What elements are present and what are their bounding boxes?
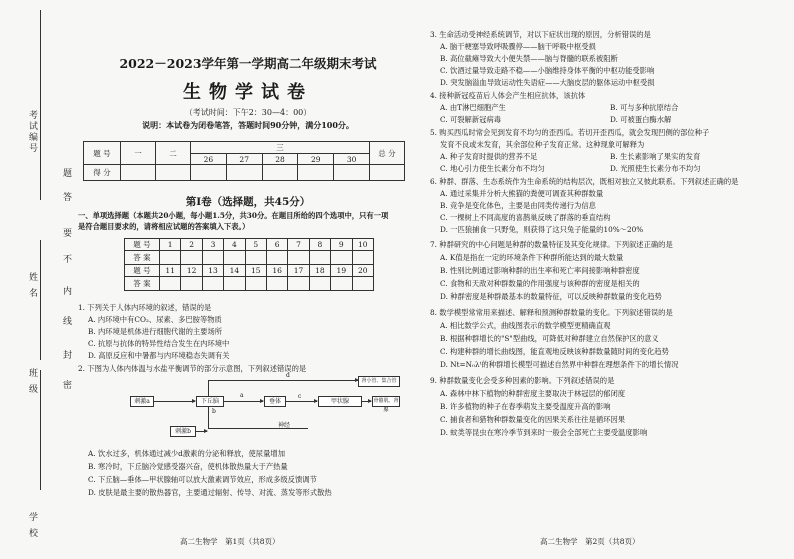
stimulus-a-box: 刺激a <box>130 396 154 407</box>
score-sub-26: 26 <box>191 154 227 165</box>
q1-option-d[interactable]: D. 高原反应和中暑都与内环境稳态失调有关 <box>88 351 230 360</box>
q6-stem: 6. 种群、群落、生态系统作为生命系统的结构层次，既相对独立又彼此联系。下列叙述正确的是 <box>430 177 739 186</box>
pituitary-box: 垂体 <box>264 396 286 407</box>
answer-cell[interactable] <box>224 251 245 265</box>
part1-instruction-cont: 是符合题目要求的，请将相应试题的答案填入下表。） <box>78 222 250 231</box>
seal-char: 不 <box>61 254 71 265</box>
q2-stem: 2. 下图为人体内体温与水盐平衡调节的部分示意图，下列叙述错误的是 <box>78 364 307 373</box>
q5-option-c[interactable]: C. 地心引力使生长素分布不均匀 <box>440 164 545 173</box>
class-label: 班 级 <box>27 368 37 395</box>
answer-qno: 15 <box>245 265 266 277</box>
q4-option-c[interactable]: C. 可裂解新冠病毒 <box>440 115 502 124</box>
answer-qno: 3 <box>202 239 223 251</box>
label-d: d <box>286 372 290 379</box>
answer-qno: 19 <box>331 265 352 277</box>
q7-stem: 7. 种群研究的中心问题是种群的数量特征及其变化规律。下列叙述正确的是 <box>430 240 673 249</box>
exam-title: 2022－2023学年第一学期高二年级期末考试 <box>119 56 377 71</box>
binding-line-class <box>40 370 41 490</box>
q4-option-b[interactable]: B. 可与多种抗原结合 <box>610 103 679 112</box>
q5-stem-cont: 发育不良或未发育，其余部位种子发育正常。这种现象可解释为 <box>440 140 645 149</box>
answer-qno: 5 <box>245 239 266 251</box>
score-cell[interactable] <box>298 165 334 181</box>
answer-qno: 7 <box>288 239 309 251</box>
seal-char: 要 <box>61 228 71 239</box>
answer-cell[interactable] <box>245 277 266 291</box>
answer-qno: 8 <box>309 239 330 251</box>
q6-option-a[interactable]: A. 通过采集并分析大熊猫的粪便可调查其种群数量 <box>440 189 604 198</box>
part1-title: 第Ⅰ卷（选择题，共45分） <box>185 196 311 208</box>
score-row-label: 得 分 <box>84 165 121 181</box>
seal-char: 封 <box>61 350 71 361</box>
score-cell[interactable] <box>191 165 227 181</box>
subject-title: 生物学试卷 <box>183 82 313 103</box>
score-header-part1: 一 <box>121 142 156 165</box>
page-1 <box>78 0 418 559</box>
q4-option-d[interactable]: D. 可被蛋白酶水解 <box>610 115 672 124</box>
answer-cell[interactable] <box>160 277 181 291</box>
answer-cell[interactable] <box>202 251 223 265</box>
q2-option-a[interactable]: A. 饮水过多，机体通过减少d激素的分泌和释放，使尿量增加 <box>88 449 285 458</box>
answer-cell[interactable] <box>181 251 202 265</box>
footer-page-2: 高二生物学 第2页（共8页） <box>540 537 640 546</box>
q4-stem: 4. 接种新冠疫苗后人体会产生相应抗体，该抗体 <box>430 91 586 100</box>
answer-cell[interactable] <box>288 251 309 265</box>
q9-option-c[interactable]: C. 捕食者和猎物种群数量变化的因果关系往往是循环因果 <box>440 415 626 424</box>
score-cell[interactable] <box>262 165 298 181</box>
score-header-total: 总 分 <box>370 142 405 165</box>
target2-box: 骨骼肌、肾腺 <box>373 398 399 413</box>
score-header-part3: 三 <box>191 142 370 154</box>
seal-char: 题 <box>61 168 71 179</box>
arrow <box>361 401 371 402</box>
arrow <box>153 401 195 402</box>
connector <box>208 380 209 396</box>
q9-stem: 9. 种群数量变化会受多种因素的影响。下列叙述错误的是 <box>430 376 615 385</box>
answer-qno: 4 <box>224 239 245 251</box>
stimulus-b-box: 刺激b <box>170 426 196 437</box>
answer-label-a: 答 案 <box>125 251 160 265</box>
answer-cell[interactable] <box>309 277 330 291</box>
q2-option-c[interactable]: C. 下丘脑—垂体—甲状腺轴可以放大激素调节效应，形成多级反馈调节 <box>88 475 317 484</box>
q1-option-a[interactable]: A. 内环境中有CO₂、尿素、多巴胺等物质 <box>88 315 222 324</box>
connector <box>208 428 308 429</box>
answer-qno: 13 <box>202 265 223 277</box>
answer-qno: 1 <box>160 239 181 251</box>
answer-qno: 18 <box>309 265 330 277</box>
score-header-qno: 题 号 <box>84 142 121 165</box>
arrow <box>195 431 207 432</box>
answer-label-q: 题 号 <box>125 239 160 251</box>
score-sub-30: 30 <box>334 154 370 165</box>
label-b: b <box>212 408 216 415</box>
q2-option-d[interactable]: D. 皮肤是最主要的散热器官，主要通过辐射、传导、对流、蒸发等形式散热 <box>88 488 332 497</box>
answer-qno: 6 <box>266 239 287 251</box>
q8-option-a[interactable]: A. 相比数学公式，曲线图表示的数学模型更精确直观 <box>440 321 611 330</box>
answer-cell[interactable] <box>160 251 181 265</box>
q8-option-c[interactable]: C. 构建种群的增长曲线图，能直观地反映该种群数量随时间的变化趋势 <box>440 347 669 356</box>
answer-qno: 10 <box>352 239 373 251</box>
score-table <box>83 141 405 181</box>
q7-option-b[interactable]: B. 性别比例通过影响种群的出生率和死亡率间接影响种群密度 <box>440 266 640 275</box>
answer-cell[interactable] <box>181 277 202 291</box>
answer-cell[interactable] <box>266 277 287 291</box>
q9-option-b[interactable]: B. 许多植物的种子在春季萌发主要受温度升高的影响 <box>440 402 611 411</box>
answer-cell[interactable] <box>288 277 309 291</box>
seal-char: 密 <box>61 380 71 391</box>
q6-option-b[interactable]: B. 竞争是变化体色，主要是由同类传递行为信息 <box>440 201 596 210</box>
q3-option-a[interactable]: A. 脑干梗塞导致呼吸骤停——脑干呼吸中枢受损 <box>440 42 596 51</box>
exam-note: 说明：本试卷为闭卷笔答，答题时间90分钟，满分100分。 <box>142 120 354 130</box>
score-cell[interactable] <box>334 165 370 181</box>
nerve-label: 神经 <box>278 422 291 429</box>
answer-table <box>124 238 374 291</box>
label-c: c <box>298 393 302 400</box>
answer-cell[interactable] <box>224 277 245 291</box>
q1-option-b[interactable]: B. 内环境是机体进行细胞代谢的主要场所 <box>88 327 223 336</box>
score-cell[interactable] <box>121 165 156 181</box>
answer-qno: 16 <box>266 265 287 277</box>
q1-option-c[interactable]: C. 抗原与抗体的特异性结合发生在内环境中 <box>88 339 230 348</box>
answer-qno: 20 <box>352 265 373 277</box>
q6-option-c[interactable]: C. 一棵树上不同高度的喜鹊巢反映了群落的垂直结构 <box>440 213 611 222</box>
q9-option-d[interactable]: D. 蚊类等昆虫在寒冷季节到来时一般会全部死亡主要受温度影响 <box>440 428 648 437</box>
label-a: a <box>240 392 244 399</box>
q2-option-b[interactable]: B. 寒冷时，下丘脑冷觉感受器兴奋，使机体散热量大于产热量 <box>88 462 288 471</box>
school-label: 学 校 <box>27 512 37 539</box>
answer-cell[interactable] <box>266 251 287 265</box>
q8-option-d[interactable]: D. Nt=N₀λᵗ的种群增长模型可描述自然界中种群在理想条件下的增长情况 <box>440 360 679 369</box>
score-cell[interactable] <box>226 165 262 181</box>
q5-stem: 5. 购买西瓜时常会见到发育不均匀的歪西瓜。若切开歪西瓜，就会发现凹侧的部位种子 <box>430 128 710 137</box>
answer-cell[interactable] <box>245 251 266 265</box>
q3-stem: 3. 生命活动受神经系统调节，对以下症状出现的原因，分析错误的是 <box>430 30 651 39</box>
q7-option-d[interactable]: D. 种群密度是种群最基本的数量特征，可以反映种群数量的变化趋势 <box>440 292 662 301</box>
answer-label-q: 题 号 <box>125 265 160 277</box>
answer-qno: 17 <box>288 265 309 277</box>
q3-option-d[interactable]: D. 突发脑溢血导致运动性失语症——大脑皮层的躯体运动中枢受损 <box>440 78 655 87</box>
answer-label-a: 答 案 <box>125 277 160 291</box>
score-sub-29: 29 <box>298 154 334 165</box>
answer-cell[interactable] <box>352 277 373 291</box>
q5-option-a[interactable]: A. 种子发育时提供的营养不足 <box>440 152 538 161</box>
q3-option-c[interactable]: C. 饮酒过量导致走路不稳——小脑维持身体平衡的中枢功能受影响 <box>440 66 655 75</box>
binding-line-exam-no <box>40 10 41 200</box>
score-sub-27: 27 <box>226 154 262 165</box>
score-cell[interactable] <box>156 165 191 181</box>
connector <box>208 380 358 381</box>
binding-line-name <box>40 240 41 360</box>
exam-time: （考试时间：下午2：30—4：00） <box>184 108 312 117</box>
regulation-diagram <box>118 372 399 442</box>
thyroid-box: 甲状腺 <box>318 396 362 407</box>
name-label: 姓 名 <box>27 272 37 299</box>
part1-instruction: 一、单项选择题（本题共20小题，每小题1.5分，共30分。在题目所给的四个选项中，只有一项 <box>78 211 389 220</box>
score-header-part2: 二 <box>156 142 191 165</box>
q6-option-d[interactable]: D. 一匹狼捕食一只野兔，则获得了这只兔子能量的10%～20% <box>440 225 644 234</box>
score-cell[interactable] <box>370 165 405 181</box>
hypothalamus-box: 下丘脑 <box>196 396 224 407</box>
answer-qno: 2 <box>181 239 202 251</box>
q9-option-a[interactable]: A. 森林中林下植物的种群密度主要取决于林冠层的郁闭度 <box>440 389 626 398</box>
binding-margin <box>0 0 71 559</box>
seal-char: 线 <box>61 316 71 327</box>
page-2 <box>430 0 782 559</box>
answer-qno: 12 <box>181 265 202 277</box>
q7-option-c[interactable]: C. 食物和天敌对种群数量的作用强度与该种群的密度是相关的 <box>440 279 640 288</box>
footer-page-1: 高二生物学 第1页（共8页） <box>180 537 280 546</box>
answer-qno: 11 <box>160 265 181 277</box>
connector <box>208 406 209 428</box>
answer-cell[interactable] <box>352 251 373 265</box>
q5-option-b[interactable]: B. 生长素影响了果实的发育 <box>610 152 701 161</box>
answer-cell[interactable] <box>331 277 352 291</box>
answer-cell[interactable] <box>331 251 352 265</box>
q1-stem: 1. 下列关于人体内环境的叙述，错误的是 <box>78 303 212 312</box>
q7-option-a[interactable]: A. K值是指在一定的环境条件下种群所能达到的最大数量 <box>440 253 624 262</box>
seal-char: 内 <box>61 286 71 297</box>
answer-qno: 14 <box>224 265 245 277</box>
arrow <box>223 401 263 402</box>
answer-cell[interactable] <box>202 277 223 291</box>
target1-box: 肾小管、集合管 <box>358 376 400 387</box>
q4-option-a[interactable]: A. 由T淋巴细胞产生 <box>440 103 506 112</box>
arrow <box>285 401 317 402</box>
score-sub-28: 28 <box>262 154 298 165</box>
q8-stem: 8. 数学模型常常用来描述、解释和预测种群数量的变化。下列叙述错误的是 <box>430 308 673 317</box>
seal-char: 答 <box>61 192 71 203</box>
q3-option-b[interactable]: B. 高位截瘫导致大小便失禁——脑与脊髓的联系被阻断 <box>440 54 618 63</box>
q5-option-d[interactable]: D. 光照使生长素分布不均匀 <box>610 164 701 173</box>
q8-option-b[interactable]: B. 根据种群增长的"S"型曲线，可降低对种群建立自然保护区的意义 <box>440 334 659 343</box>
answer-qno: 9 <box>331 239 352 251</box>
exam-no-label: 考试编号 <box>27 110 37 154</box>
answer-cell[interactable] <box>309 251 330 265</box>
